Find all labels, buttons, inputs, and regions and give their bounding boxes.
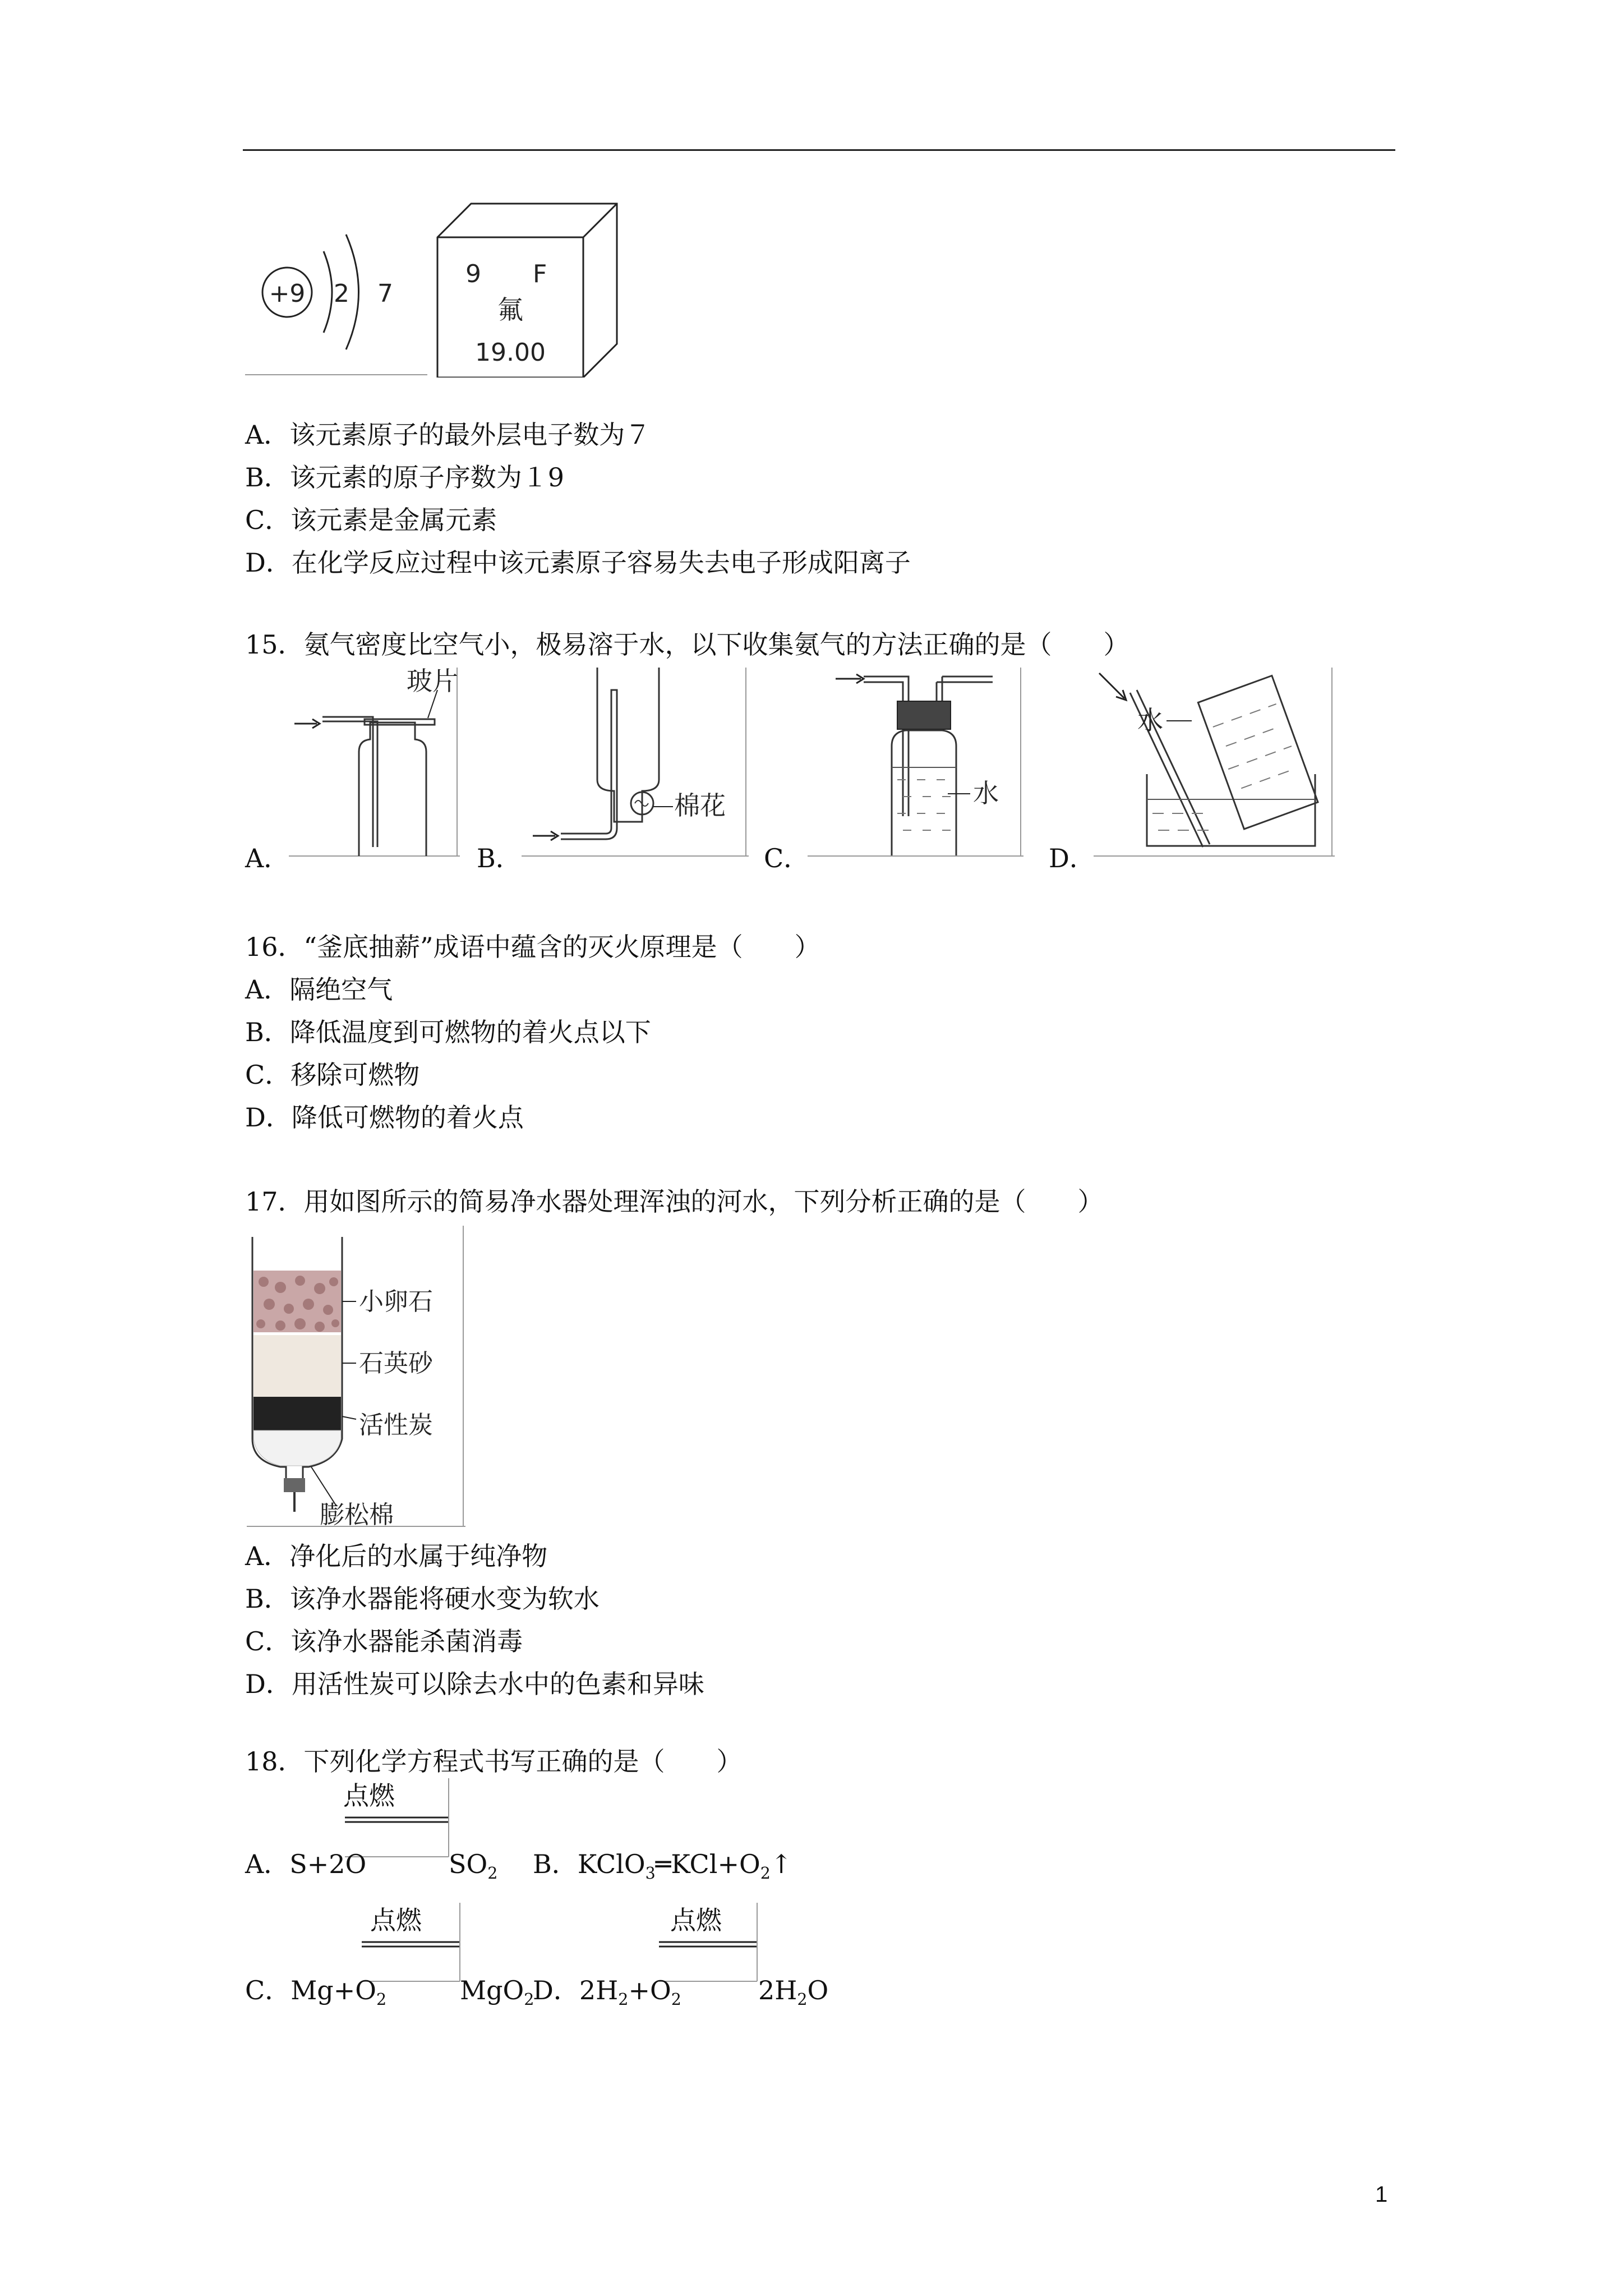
equation-b: B．$KClO_3═KCl+O_2↑$ xyxy=(533,1849,792,1883)
q16-option-c: C．移除可燃物 xyxy=(245,1060,420,1090)
fluorine-atom-diagram xyxy=(245,198,427,378)
atomic-mass: 19.00 xyxy=(475,338,546,367)
apparatus-d-image xyxy=(1094,668,1335,858)
q14-option-a: A．该元素原子的最外层电子数为７ xyxy=(245,420,651,450)
condition-label-d: 点燃 xyxy=(670,1905,722,1935)
cotton-label: 棉花 xyxy=(674,790,726,821)
shell-2-count: 7 xyxy=(377,279,393,308)
water-label-d: 水 xyxy=(1137,705,1163,735)
header-rule xyxy=(243,149,1395,151)
equation-d: D．$2H_2+O_2$ xyxy=(533,1975,681,2009)
equation-a xyxy=(245,1851,366,1877)
q17-option-d: D．用活性炭可以除去水中的色素和异味 xyxy=(245,1669,704,1699)
periodic-table-cell xyxy=(432,198,620,378)
q18-stem: 18．下列化学方程式书写正确的是（ ） xyxy=(245,1746,743,1777)
layer-activated-carbon-label: 活性炭 xyxy=(359,1411,433,1439)
q17-option-c: C．该净水器能杀菌消毒 xyxy=(245,1626,523,1657)
equation-d-label: D． xyxy=(533,1975,579,2005)
equation-c-product: MgO$_2$ xyxy=(460,1975,534,2009)
equation-c: C．$Mg+O_2$ xyxy=(245,1975,387,2009)
apparatus-c-image xyxy=(808,668,1023,858)
q15-label-c: C． xyxy=(764,843,810,873)
page-number: 1 xyxy=(1375,2182,1388,2207)
atomic-number: 9 xyxy=(465,260,481,288)
apparatus-b-image xyxy=(522,668,749,858)
equation-a-reactants: S+2O xyxy=(289,1849,367,1879)
water-purifier-image xyxy=(247,1226,465,1529)
nucleus-charge: +9 xyxy=(269,279,306,308)
water-label-c: 水 xyxy=(973,778,999,808)
q16-stem: 16．“釜底抽薪”成语中蕴含的灭火原理是（ ） xyxy=(245,932,820,962)
q14-option-b: B．该元素的原子序数为１9 xyxy=(245,462,565,493)
apparatus-a-image xyxy=(289,668,460,858)
q16-option-b: B．降低温度到可燃物的着火点以下 xyxy=(245,1017,651,1047)
q15-label-d: D． xyxy=(1049,843,1095,873)
glass-plate-label: 玻片 xyxy=(407,668,458,696)
equation-b-label: B． xyxy=(533,1849,578,1879)
reaction-condition-bracket-c xyxy=(356,1903,463,1987)
equation-c-label: C． xyxy=(245,1975,291,2005)
q17-stem: 17．用如图所示的简易净水器处理浑浊的河水，下列分析正确的是（ ） xyxy=(245,1186,1104,1217)
q17-option-b: B．该净水器能将硬水变为软水 xyxy=(245,1584,600,1614)
q15-label-b: B． xyxy=(477,843,522,873)
equation-a-product: $SO_2$ xyxy=(449,1849,498,1883)
equation-d-product: $2H_2O$ xyxy=(758,1975,829,2009)
layer-quartz-sand-label: 石英砂 xyxy=(359,1349,433,1378)
layer-cotton-label: 膨松棉 xyxy=(320,1501,394,1529)
q15-stem: 15．氨气密度比空气小，极易溶于水，以下收集氨气的方法正确的是（ ） xyxy=(245,629,1129,660)
layer-pebbles-label: 小卵石 xyxy=(359,1287,433,1316)
element-symbol: F xyxy=(533,260,547,288)
condition-label-a: 点燃 xyxy=(343,1780,395,1811)
q16-option-a: A．隔绝空气 xyxy=(245,974,393,1005)
q14-option-d: D．在化学反应过程中该元素原子容易失去电子形成阳离子 xyxy=(245,547,911,578)
equation-a-label: A． xyxy=(245,1849,290,1879)
shell-1-count: 2 xyxy=(334,279,349,308)
element-name: 氟 xyxy=(497,295,523,325)
q14-option-c: C．该元素是金属元素 xyxy=(245,505,497,535)
condition-label-c: 点燃 xyxy=(370,1905,422,1935)
q17-option-a: A．净化后的水属于纯净物 xyxy=(245,1541,548,1571)
q16-option-d: D．降低可燃物的着火点 xyxy=(245,1102,524,1133)
q15-label-a: A． xyxy=(245,843,290,873)
reaction-condition-bracket-d xyxy=(653,1903,760,1987)
